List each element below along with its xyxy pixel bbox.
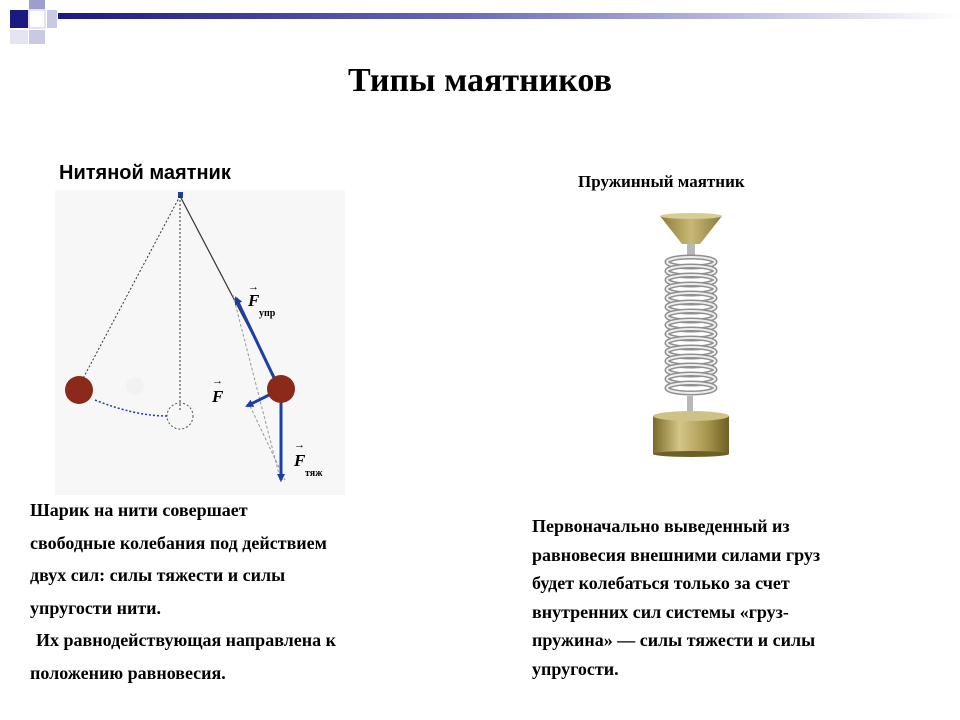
header-band — [0, 0, 960, 45]
spring-coils — [667, 257, 715, 393]
header-square — [10, 30, 28, 44]
description-line: будет колебаться только за счет — [532, 573, 790, 593]
left-bob — [65, 376, 93, 404]
header-square — [10, 10, 28, 28]
description-line: Первоначально выведенный из — [532, 516, 790, 536]
gravity-force-symbol: F — [294, 451, 306, 470]
description-line: Шарик на нити совершает — [30, 500, 248, 520]
description-line: пружина» — силы тяжести и силы — [532, 630, 816, 650]
spring-pendulum-description — [532, 512, 932, 683]
description-line: двух сил: силы тяжести и силы — [30, 565, 286, 585]
resultant-force-label — [211, 375, 224, 406]
header-square — [29, 30, 45, 44]
page-title: Типы маятников — [348, 62, 612, 99]
gravity-force-arrow-sign: → — [294, 439, 305, 451]
elastic-force-arrow-sign: → — [248, 281, 259, 293]
description-line: Их равнодействующая направлена к — [36, 630, 337, 650]
description-line: равновесия внешними силами груз — [532, 544, 821, 565]
elastic-force-symbol: F — [248, 291, 260, 310]
description-line: свободные колебания под действием — [30, 532, 327, 553]
resultant-force-symbol: F — [212, 387, 224, 406]
header-square — [29, 10, 45, 28]
thread-pendulum-heading: Нитяной маятник — [59, 162, 231, 184]
thread-pendulum-description — [30, 494, 450, 689]
resultant-force-arrow-sign: → — [212, 375, 223, 387]
description-line: упругости. — [532, 658, 619, 679]
description-line: положению равновесия. — [30, 662, 226, 683]
spring-mount-top — [660, 213, 722, 219]
spring-weight — [653, 416, 729, 454]
header-square — [47, 10, 57, 28]
header-square — [29, 0, 45, 9]
thread-pendulum-diagram — [55, 190, 345, 495]
right-bob — [267, 375, 295, 403]
gravity-force-subscript: тяж — [305, 468, 323, 479]
description-line: внутренних сил системы «груз- — [532, 601, 789, 622]
header-gradient-bar — [58, 13, 960, 19]
spring-pendulum-heading: Пружинный маятник — [578, 172, 745, 191]
spring-weight-bottom — [653, 451, 729, 457]
elastic-force-subscript: упр — [259, 308, 276, 319]
spring-pendulum-diagram — [640, 210, 750, 460]
spring-mount — [660, 216, 722, 244]
ghost-bob — [126, 377, 144, 395]
spring-weight-top — [653, 411, 729, 421]
description-line: упругости нити. — [30, 597, 162, 618]
